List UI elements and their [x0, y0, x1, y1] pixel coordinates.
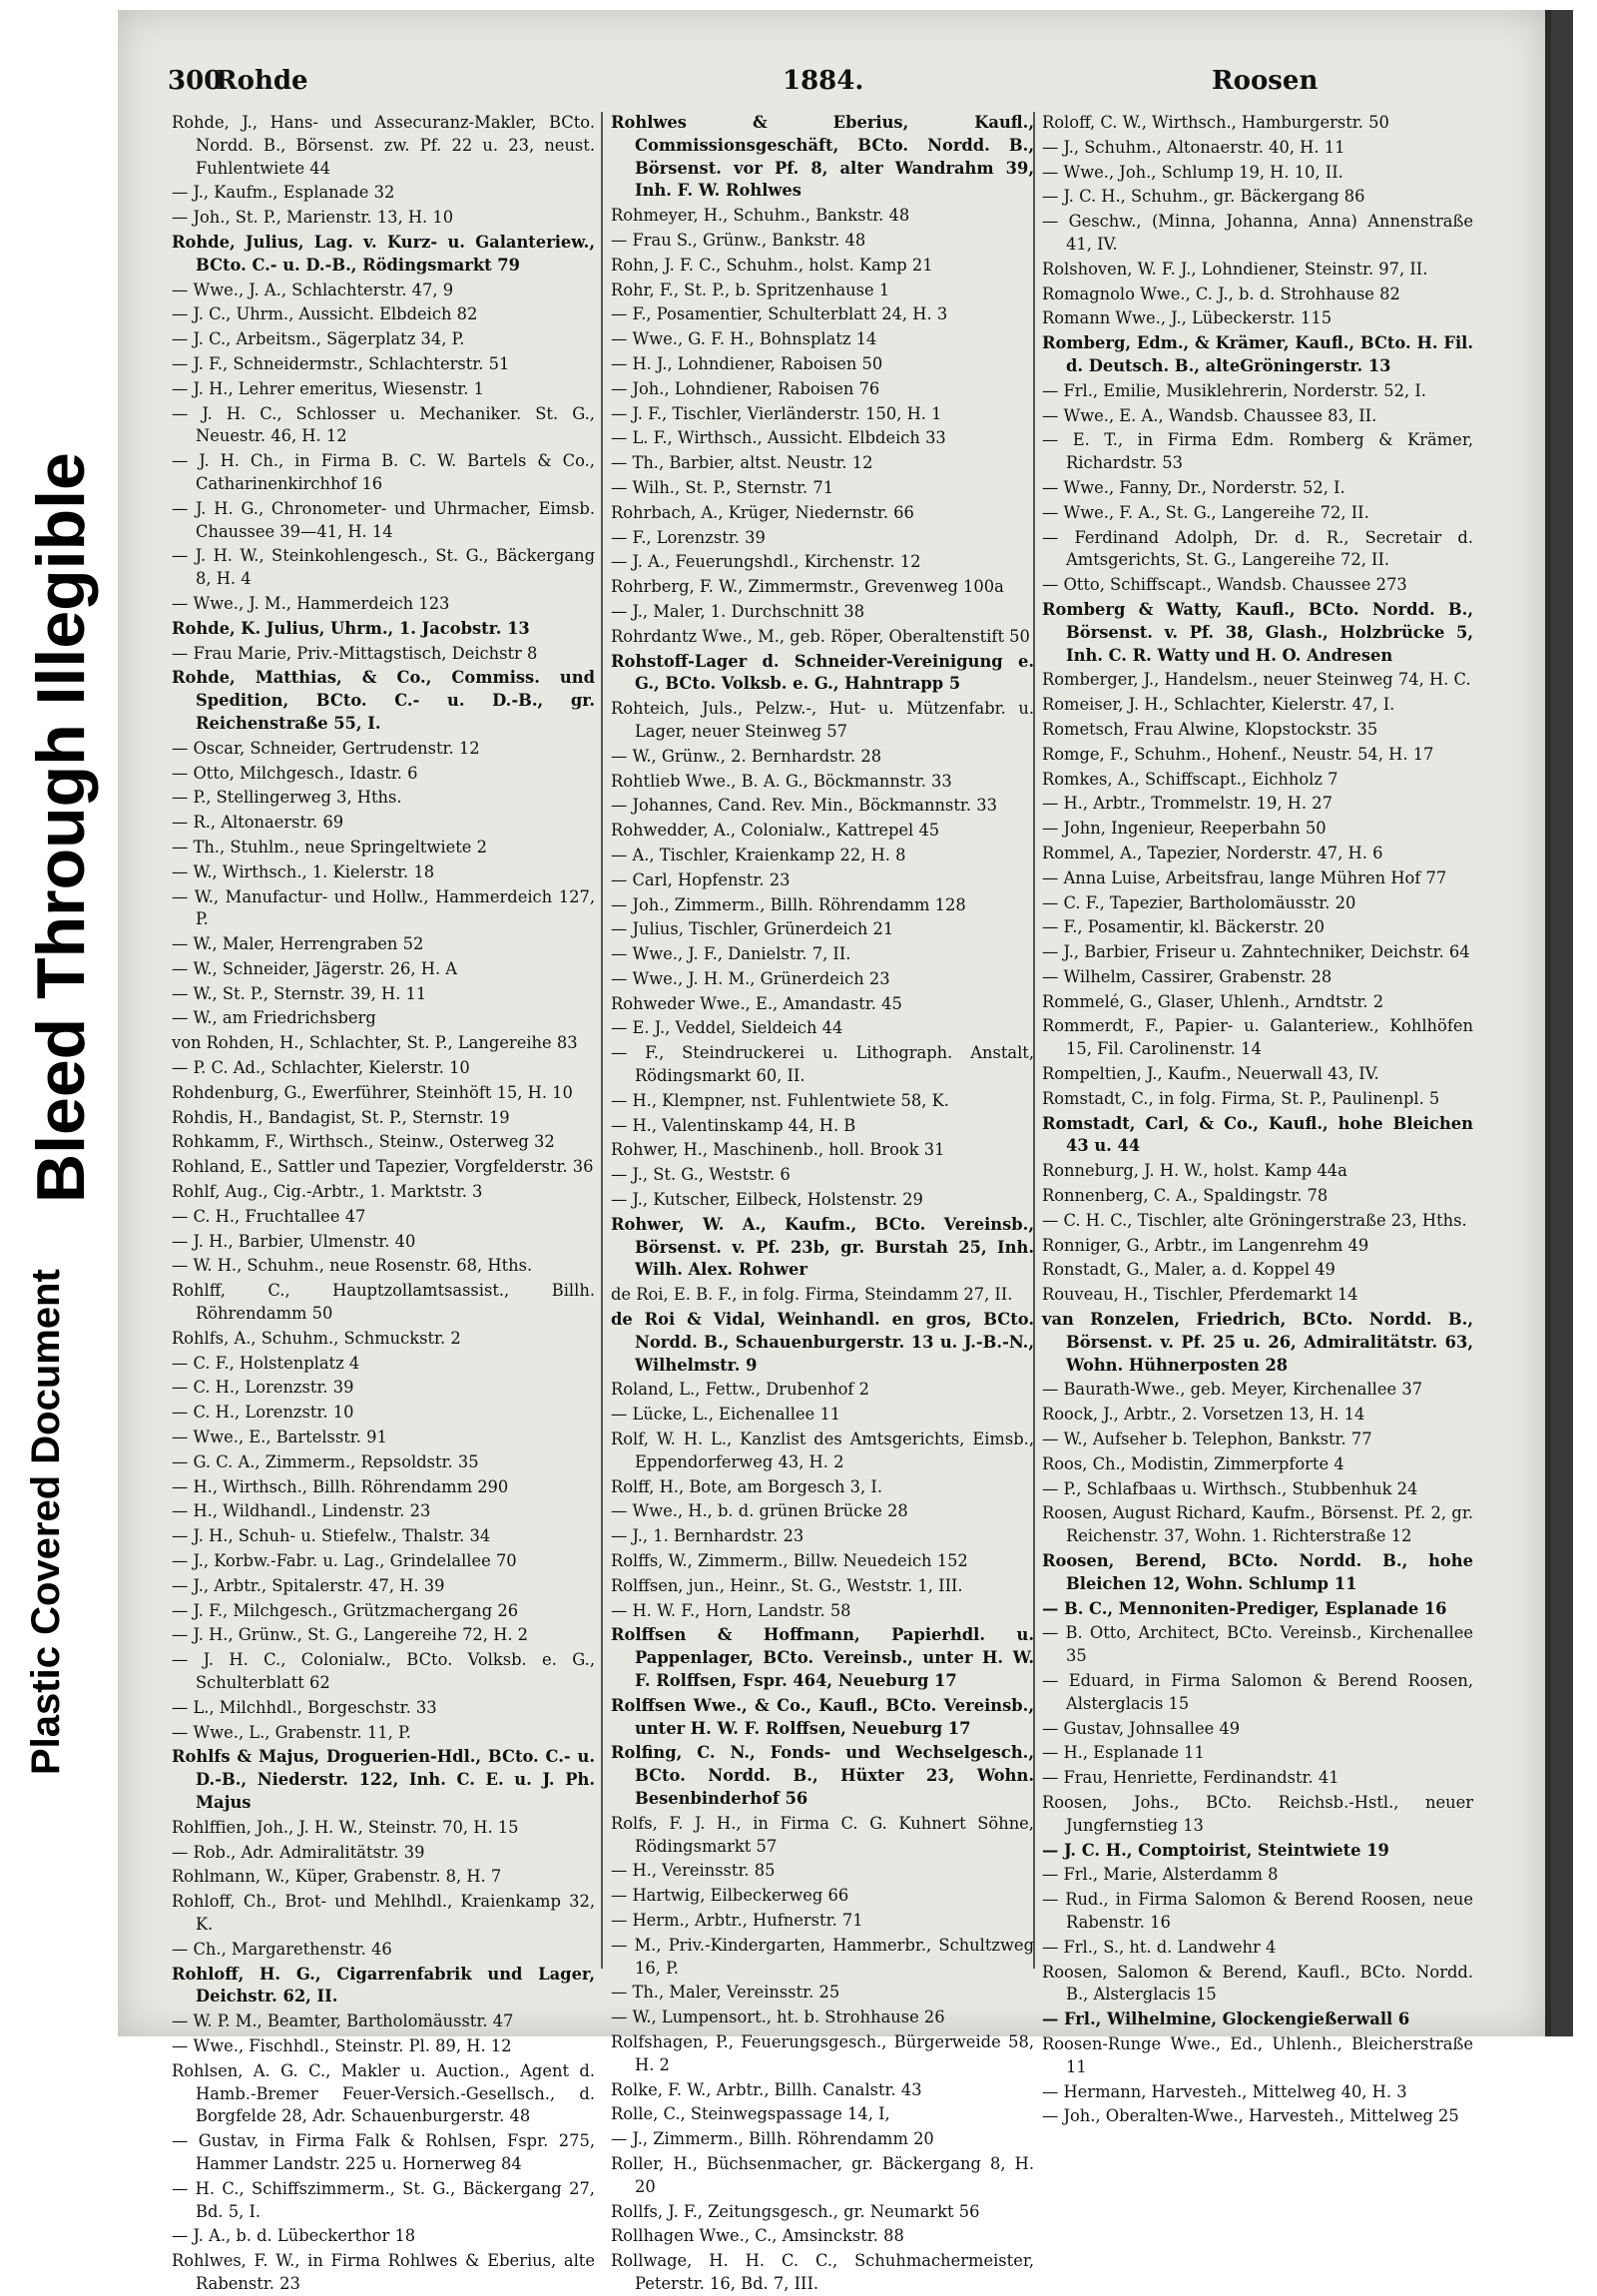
- directory-entry: — Oscar, Schneider, Gertrudenstr. 12: [172, 738, 480, 758]
- page-number: 300: [168, 66, 223, 96]
- directory-entry: — Hartwig, Eilbeckerweg 66: [611, 1886, 849, 1906]
- directory-entry: Romberger, J., Handelsm., neuer Steinweg 74, H. C.: [1042, 670, 1471, 690]
- directory-entry: Rohde, Julius, Lag. v. Kurz- u. Galanteriew., BCto. C.- u. D.-B., Rödingsmarkt 79: [172, 232, 595, 275]
- directory-entry: — W., am Friedrichsberg: [172, 1008, 376, 1028]
- directory-entry: Rohlsen, A. G. C., Makler u. Auction., Agent d. Hamb.-Bremer Feuer-Versich.-Gesellsch., d. Borgfelde 28, Adr. Schauenburgerstr. 48: [172, 2060, 595, 2126]
- directory-entry: Rohr, F., St. P., b. Spritzenhause 1: [611, 280, 890, 299]
- directory-entry: Ronnenberg, C. A., Spaldingstr. 78: [1042, 1186, 1329, 1206]
- directory-entry: Rolffsen & Hoffmann, Papierhdl. u. Pappenlager, BCto. Vereinsb., unter H. W. F. Rolffsen, Fspr. 464, Neueburg 17: [611, 1625, 1034, 1690]
- directory-entry: — Baurath-Wwe., geb. Meyer, Kirchenallee 37: [1042, 1380, 1423, 1400]
- directory-entry: — C. H., Fruchtallee 47: [172, 1206, 366, 1226]
- directory-entry: — Wwe., E. A., Wandsb. Chaussee 83, II.: [1042, 405, 1377, 425]
- directory-entry: — J. F., Milchgesch., Grützmachergang 26: [172, 1600, 519, 1620]
- directory-entry: Rolffsen Wwe., & Co., Kaufl., BCto. Vereinsb., unter H. W. F. Rolffsen, Neueburg 17: [611, 1695, 1034, 1738]
- directory-entry: — Th., Stuhlm., neue Springeltwiete 2: [172, 837, 487, 857]
- directory-entry: — W. H., Schuhm., neue Rosenstr. 68, Hths.: [172, 1256, 533, 1276]
- directory-entry: — Frl., Marie, Alsterdamm 8: [1042, 1865, 1279, 1885]
- directory-entry: — Joh., St. P., Marienstr. 13, H. 10: [172, 208, 454, 228]
- directory-entry: — C. F., Tapezier, Bartholomäusstr. 20: [1042, 892, 1356, 912]
- directory-entry: — Eduard, in Firma Salomon & Berend Roosen, Alsterglacis 15: [1042, 1671, 1473, 1713]
- directory-entry: de Roi & Vidal, Weinhandl. en gros, BCto. Nordd. B., Schauenburgerstr. 13 u. J.-B.-N., Wilhelmstr. 9: [611, 1310, 1034, 1375]
- directory-entry: — J. C. H., Schuhm., gr. Bäckergang 86: [1042, 187, 1365, 207]
- directory-entry: — Th., Barbier, altst. Neustr. 12: [611, 453, 873, 473]
- directory-entry: — J. H., Grünw., St. G., Langereihe 72, H. 2: [172, 1625, 529, 1645]
- directory-entry: Rohlfs, A., Schuhm., Schmuckstr. 2: [172, 1328, 461, 1348]
- directory-entry: — Wwe., J. H. M., Grünerdeich 23: [611, 968, 890, 988]
- directory-entry: de Roi, E. B. F., in folg. Firma, Steindamm 27, II.: [611, 1285, 1013, 1305]
- directory-entry: — Wwe., Fischhdl., Steinstr. Pl. 89, H. 12: [172, 2035, 512, 2055]
- directory-entry: — E. J., Veddel, Sieldeich 44: [611, 1018, 843, 1038]
- directory-entry: — H., Wildhandl., Lindenstr. 23: [172, 1501, 431, 1521]
- directory-entry: — J. H. C., Colonialw., BCto. Volksb. e. G., Schulterblatt 62: [172, 1650, 595, 1692]
- directory-entry: — Gustav, in Firma Falk & Rohlsen, Fspr. 275, Hammer Landstr. 225 u. Hornerweg 84: [172, 2131, 595, 2173]
- plastic-covered-label: Plastic Covered Document: [24, 1269, 68, 1775]
- directory-entry: Rohloff, Ch., Brot- und Mehlhdl., Kraienkamp 32, K.: [172, 1892, 595, 1934]
- directory-entry: Rohlffien, Joh., J. H. W., Steinstr. 70, H. 15: [172, 1817, 519, 1837]
- directory-entry: — Ferdinand Adolph, Dr. d. R., Secretair d. Amtsgerichts, St. G., Langereihe 72, II.: [1042, 527, 1473, 570]
- directory-entry: Romkes, A., Schiffscapt., Eichholz 7: [1042, 769, 1338, 789]
- directory-entry: Roland, L., Fettw., Drubenhof 2: [611, 1380, 869, 1400]
- directory-entry: van Ronzelen, Friedrich, BCto. Nordd. B., Börsenst. v. Pf. 25 u. 26, Admiralitätstr. 63, Wohn. Hühnerposten 28: [1042, 1310, 1473, 1375]
- directory-entry: — C. F., Holstenplatz 4: [172, 1353, 360, 1373]
- directory-entry: — Rud., in Firma Salomon & Berend Roosen, neue Rabenstr. 16: [1042, 1890, 1473, 1932]
- directory-entry: — Gustav, Johnsallee 49: [1042, 1718, 1241, 1738]
- directory-entry: Roosen, Berend, BCto. Nordd. B., hohe Bleichen 12, Wohn. Schlump 11: [1042, 1551, 1473, 1593]
- directory-entry: — Wwe., L., Grabenstr. 11, P.: [172, 1722, 411, 1742]
- directory-entry: Rohtlieb Wwe., B. A. G., Böckmannstr. 33: [611, 771, 952, 791]
- directory-column-1: [172, 112, 595, 2293]
- directory-entry: Romstadt, C., in folg. Firma, St. P., Paulinenpl. 5: [1042, 1088, 1440, 1108]
- directory-entry: — L., Milchhdl., Borgeschstr. 33: [172, 1697, 437, 1717]
- directory-entry: — C. H., Lorenzstr. 39: [172, 1378, 354, 1398]
- directory-entry: — J. F., Schneidermstr., Schlachterstr. 51: [172, 353, 510, 373]
- directory-entry: — F., Posamentir, kl. Bäckerstr. 20: [1042, 917, 1326, 937]
- directory-entry: Rohlff, C., Hauptzollamtsassist., Billh. Röhrendamm 50: [172, 1281, 595, 1324]
- directory-entry: Rohloff, H. G., Cigarrenfabrik und Lager, Deichstr. 62, II.: [172, 1964, 595, 2007]
- directory-entry: — P., Stellingerweg 3, Hths.: [172, 788, 402, 808]
- directory-entry: — Frl., Emilie, Musiklehrerin, Norderstr. 52, I.: [1042, 380, 1426, 400]
- directory-entry: — W., Schneider, Jägerstr. 26, H. A: [172, 958, 458, 978]
- directory-entry: — W., Aufseher b. Telephon, Bankstr. 77: [1042, 1430, 1372, 1449]
- directory-entry: — J., Schuhm., Altonaerstr. 40, H. 11: [1042, 137, 1345, 157]
- directory-entry: — J. H. Ch., in Firma B. C. W. Bartels & Co., Catharinenkirchhof 16: [172, 451, 595, 493]
- directory-entry: Rolke, F. W., Arbtr., Billh. Canalstr. 43: [611, 2079, 922, 2099]
- directory-entry: — Wwe., Fanny, Dr., Norderstr. 52, I.: [1042, 477, 1345, 497]
- directory-entry: Roosen-Runge Wwe., Ed., Uhlenh., Bleicherstraße 11: [1042, 2033, 1473, 2076]
- directory-entry: Romstadt, Carl, & Co., Kaufl., hohe Bleichen 43 u. 44: [1042, 1113, 1473, 1156]
- directory-entry: — Wwe., H., b. d. grünen Brücke 28: [611, 1501, 908, 1521]
- directory-entry: Rommelé, G., Glaser, Uhlenh., Arndtstr. 2: [1042, 991, 1384, 1011]
- directory-entry: von Rohden, H., Schlachter, St. P., Langereihe 83: [172, 1033, 578, 1053]
- directory-entry: Rohlwes, F. W., in Firma Rohlwes & Eberius, alte Rabenstr. 23: [172, 2251, 595, 2293]
- directory-entry: Ronstadt, G., Maler, a. d. Koppel 49: [1042, 1260, 1335, 1280]
- directory-entry: — W., Wirthsch., 1. Kielerstr. 18: [172, 861, 435, 881]
- directory-entry: Rommel, A., Tapezier, Norderstr. 47, H. 6: [1042, 843, 1383, 862]
- directory-entry: Ronniger, G., Arbtr., im Langenrehm 49: [1042, 1235, 1369, 1255]
- directory-entry: — Wwe., E., Bartelsstr. 91: [172, 1428, 387, 1447]
- directory-entry: Rohdis, H., Bandagist, St. P., Sternstr. 19: [172, 1107, 510, 1127]
- directory-entry: — J. C., Uhrm., Aussicht. Elbdeich 82: [172, 304, 478, 324]
- directory-entry: — H. J., Lohndiener, Raboisen 50: [611, 353, 883, 373]
- directory-entry: — W., Maler, Herrengraben 52: [172, 934, 424, 954]
- directory-entry: — W., Manufactur- und Hollw., Hammerdeich 127, P.: [172, 886, 595, 929]
- directory-entry: Rolffs, W., Zimmerm., Billw. Neuedeich 152: [611, 1551, 968, 1571]
- directory-entry: Rohrbach, A., Krüger, Niedernstr. 66: [611, 502, 914, 522]
- directory-entry: — Joh., Lohndiener, Raboisen 76: [611, 378, 880, 398]
- directory-entry: Rolle, C., Steinwegspassage 14, I,: [611, 2104, 890, 2124]
- directory-entry: — Frl., Wilhelmine, Glockengießerwall 6: [1042, 2009, 1410, 2029]
- directory-entry: — H., Valentinskamp 44, H. B: [611, 1115, 856, 1135]
- directory-entry: — A., Tischler, Kraienkamp 22, H. 8: [611, 845, 906, 864]
- directory-entry: — Otto, Schiffscapt., Wandsb. Chaussee 273: [1042, 575, 1407, 595]
- directory-entry: Romeiser, J. H., Schlachter, Kielerstr. 47, I.: [1042, 695, 1395, 715]
- directory-entry: — Frl., S., ht. d. Landwehr 4: [1042, 1937, 1277, 1957]
- directory-entry: Roosen, August Richard, Kaufm., Börsenst. Pf. 2, gr. Reichenstr. 37, Wohn. 1. Richterstraße 12: [1042, 1503, 1473, 1546]
- directory-entry: — Joh., Oberalten-Wwe., Harvesteh., Mittelweg 25: [1042, 2106, 1459, 2126]
- directory-entry: — C. H., Lorenzstr. 10: [172, 1403, 354, 1423]
- directory-entry: — F., Posamentier, Schulterblatt 24, H. 3: [611, 304, 948, 324]
- directory-entry: — J., Korbw.-Fabr. u. Lag., Grindelallee 70: [172, 1551, 517, 1571]
- directory-entry: Rolfs, F. J. H., in Firma C. G. Kuhnert Söhne, Rödingsmarkt 57: [611, 1813, 1034, 1856]
- directory-entry: — J. H., Schuh- u. Stiefelw., Thalstr. 34: [172, 1526, 491, 1546]
- directory-entry: Rouveau, H., Tischler, Pferdemarkt 14: [1042, 1285, 1358, 1305]
- directory-entry: Rohstoff-Lager d. Schneider-Vereinigung e. G., BCto. Volksb. e. G., Hahntrapp 5: [611, 651, 1034, 694]
- directory-entry: — Frau S., Grünw., Bankstr. 48: [611, 230, 866, 250]
- directory-entry: Ronneburg, J. H. W., holst. Kamp 44a: [1042, 1161, 1347, 1181]
- directory-entry: — J. H. W., Steinkohlengesch., St. G., Bäckergang 8, H. 4: [172, 546, 595, 589]
- directory-entry: — Carl, Hopfenstr. 23: [611, 869, 791, 889]
- directory-entry: — J. C., Arbeitsm., Sägerplatz 34, P.: [172, 329, 465, 349]
- directory-entry: — E. T., in Firma Edm. Romberg & Krämer, Richardstr. 53: [1042, 430, 1473, 473]
- directory-entry: — B. C., Mennoniten-Prediger, Esplanade 16: [1042, 1598, 1447, 1618]
- directory-entry: — Herm., Arbtr., Hufnerstr. 71: [611, 1910, 863, 1930]
- directory-entry: Rohn, J. F. C., Schuhm., holst. Kamp 21: [611, 255, 933, 275]
- directory-entry: Rohlfs & Majus, Droguerien-Hdl., BCto. C.- u. D.-B., Niederstr. 122, Inh. C. E. u. J. Ph. Majus: [172, 1747, 595, 1812]
- directory-entry: — Frau, Henriette, Ferdinandstr. 41: [1042, 1768, 1339, 1788]
- directory-column-2: [611, 112, 1034, 2293]
- directory-entry: — J. C. H., Comptoirist, Steintwiete 19: [1042, 1840, 1389, 1860]
- directory-entry: — J. H., Barbier, Ulmenstr. 40: [172, 1231, 416, 1251]
- directory-entry: Rolffsen, jun., Heinr., St. G., Weststr. 1, III.: [611, 1575, 963, 1595]
- directory-entry: — H., Esplanade 11: [1042, 1743, 1205, 1763]
- directory-entry: — Lücke, L., Eichenallee 11: [611, 1405, 841, 1425]
- directory-entry: — Anna Luise, Arbeitsfrau, lange Mühren Hof 77: [1042, 867, 1447, 887]
- directory-entry: — C. H. C., Tischler, alte Gröningerstraße 23, Hths.: [1042, 1210, 1467, 1230]
- directory-entry: Rohde, J., Hans- und Assecuranz-Makler, BCto. Nordd. B., Börsenst. zw. Pf. 22 u. 23, neust. Fuhlentwiete 44: [172, 113, 595, 178]
- column-rule: [601, 112, 603, 1969]
- directory-entry: — Joh., Zimmerm., Billh. Röhrendamm 128: [611, 894, 966, 914]
- directory-entry: — W., Grünw., 2. Bernhardstr. 28: [611, 746, 882, 766]
- directory-entry: Roos, Ch., Modistin, Zimmerpforte 4: [1042, 1453, 1344, 1473]
- directory-entry: Rohwedder, A., Colonialw., Kattrepel 45: [611, 821, 940, 841]
- directory-entry: Rolff, H., Bote, am Borgesch 3, I.: [611, 1476, 883, 1496]
- directory-entry: Roller, H., Büchsenmacher, gr. Bäckergang 8, H. 20: [611, 2153, 1034, 2196]
- directory-entry: Rohmeyer, H., Schuhm., Bankstr. 48: [611, 206, 910, 226]
- directory-entry: Rohweder Wwe., E., Amandastr. 45: [611, 993, 902, 1013]
- directory-entry: — J., Maler, 1. Durchschnitt 38: [611, 601, 865, 621]
- directory-entry: — Th., Maler, Vereinsstr. 25: [611, 1983, 840, 2003]
- directory-entry: — J. H. G., Chronometer- und Uhrmacher, Eimsb. Chaussee 39—41, H. 14: [172, 498, 595, 541]
- directory-entry: — J., Kutscher, Eilbeck, Holstenstr. 29: [611, 1190, 923, 1210]
- directory-entry: — J., 1. Bernhardstr. 23: [611, 1526, 804, 1546]
- side-labels: [0, 0, 120, 2173]
- directory-entry: — Wwe., J. F., Danielstr. 7, II.: [611, 944, 851, 964]
- directory-entry: — W., Lumpensort., ht. b. Strohhause 26: [611, 2008, 945, 2027]
- directory-entry: — Frau Marie, Priv.-Mittagstisch, Deichstr 8: [172, 643, 538, 663]
- directory-entry: Roosen, Salomon & Berend, Kaufl., BCto. Nordd. B., Alsterglacis 15: [1042, 1962, 1473, 2005]
- directory-entry: — H., Arbtr., Trommelstr. 19, H. 27: [1042, 794, 1332, 814]
- directory-entry: — Wwe., G. F. H., Bohnsplatz 14: [611, 329, 877, 349]
- directory-entry: Rohdenburg, G., Ewerführer, Steinhöft 15, H. 10: [172, 1082, 573, 1102]
- directory-entry: Rohlwes & Eberius, Kaufl., Commissionsgeschäft, BCto. Nordd. B., Börsenst. vor Pf. 8, alter Wandrahm 39, Inh. F. W. Rohlwes: [611, 113, 1034, 201]
- directory-entry: Rohkamm, F., Wirthsch., Steinw., Osterweg 32: [172, 1132, 555, 1152]
- directory-entry: — M., Priv.-Kindergarten, Hammerbr., Schultzweg 16, P.: [611, 1935, 1034, 1978]
- directory-entry: — Julius, Tischler, Grünerdeich 21: [611, 919, 894, 939]
- directory-entry: — B. Otto, Architect, BCto. Vereinsb., Kirchenallee 35: [1042, 1623, 1473, 1666]
- directory-entry: Rohteich, Juls., Pelzw.-, Hut- u. Mützenfabr. u. Lager, neuer Steinweg 57: [611, 699, 1034, 741]
- right-running-head: Roosen: [1212, 66, 1319, 96]
- directory-entry: Rohland, E., Sattler und Tapezier, Vorgfelderstr. 36: [172, 1157, 594, 1177]
- directory-entry: — W., St. P., Sternstr. 39, H. 11: [172, 983, 427, 1003]
- directory-entry: Rohlmann, W., Küper, Grabenstr. 8, H. 7: [172, 1867, 502, 1887]
- directory-entry: — Wwe., J. A., Schlachterstr. 47, 9: [172, 280, 454, 299]
- directory-entry: Rohwer, H., Maschinenb., holl. Brook 31: [611, 1140, 945, 1160]
- directory-entry: Rohde, K. Julius, Uhrm., 1. Jacobstr. 13: [172, 618, 530, 638]
- directory-entry: — J. H., Lehrer emeritus, Wiesenstr. 1: [172, 378, 484, 398]
- directory-entry: — L. F., Wirthsch., Aussicht. Elbdeich 33: [611, 428, 946, 448]
- directory-entry: Romberg & Watty, Kaufl., BCto. Nordd. B., Börsenst. v. Pf. 38, Glash., Holzbrücke 5, Inh. C. R. Watty und H. O. Andresen: [1042, 599, 1473, 665]
- directory-entry: Rolshoven, W. F. J., Lohndiener, Steinstr. 97, II.: [1042, 259, 1428, 279]
- directory-entry: Roloff, C. W., Wirthsch., Hamburgerstr. 50: [1042, 113, 1389, 132]
- directory-entry: — H., Vereinsstr. 85: [611, 1861, 776, 1881]
- directory-entry: Rollwage, H. H. C. C., Schuhmachermeister, Peterstr. 16, Bd. 7, III.: [611, 2251, 1034, 2293]
- directory-entry: Rompeltien, J., Kaufm., Neuerwall 43, IV.: [1042, 1064, 1379, 1084]
- directory-entry: Roock, J., Arbtr., 2. Vorsetzen 13, H. 14: [1042, 1405, 1365, 1425]
- directory-entry: — J., Zimmerm., Billh. Röhrendamm 20: [611, 2129, 934, 2149]
- directory-entry: Rohrdantz Wwe., M., geb. Röper, Oberaltenstift 50: [611, 626, 1030, 646]
- directory-entry: — Geschw., (Minna, Johanna, Anna) Annenstraße 41, IV.: [1042, 212, 1473, 254]
- directory-entry: — P. C. Ad., Schlachter, Kielerstr. 10: [172, 1058, 470, 1078]
- directory-entry: — J., Barbier, Friseur u. Zahntechniker, Deichstr. 64: [1042, 942, 1470, 962]
- directory-entry: Romagnolo Wwe., C. J., b. d. Strohhause 82: [1042, 284, 1400, 303]
- directory-entry: — J. H. C., Schlosser u. Mechaniker. St. G., Neuestr. 46, H. 12: [172, 403, 595, 446]
- directory-entry: — H. C., Schiffszimmerm., St. G., Bäckergang 27, Bd. 5, I.: [172, 2178, 595, 2221]
- directory-entry: — Ch., Margarethenstr. 46: [172, 1939, 392, 1959]
- directory-entry: — Hermann, Harvesteh., Mittelweg 40, H. 3: [1042, 2081, 1407, 2101]
- directory-entry: — J., Arbtr., Spitalerstr. 47, H. 39: [172, 1575, 445, 1595]
- directory-entry: Rollhagen Wwe., C., Amsinckstr. 88: [611, 2226, 904, 2246]
- directory-entry: — R., Altonaerstr. 69: [172, 813, 344, 833]
- page-header: [168, 66, 1525, 116]
- directory-entry: Rolfing, C. N., Fonds- und Wechselgesch., BCto. Nordd. B., Hüxter 23, Wohn. Besenbinderhof 56: [611, 1743, 1034, 1808]
- directory-entry: — J., Kaufm., Esplanade 32: [172, 183, 395, 203]
- directory-entry: — Johannes, Cand. Rev. Min., Böckmannstr. 33: [611, 796, 997, 816]
- directory-entry: Rommerdt, F., Papier- u. Galanteriew., Kohlhöfen 15, Fil. Carolinenstr. 14: [1042, 1016, 1473, 1059]
- directory-entry: — P., Schlafbaas u. Wirthsch., Stubbenhuk 24: [1042, 1478, 1418, 1498]
- directory-entry: Rohde, Matthias, & Co., Commiss. und Spedition, BCto. C.- u. D.-B., gr. Reichenstraße 55, I.: [172, 668, 595, 733]
- bleed-through-label: Bleed Through Illegible: [23, 452, 99, 1203]
- directory-entry: Rollfs, J. F., Zeitungsgesch., gr. Neumarkt 56: [611, 2201, 980, 2221]
- directory-column-3: [1042, 112, 1473, 2126]
- directory-entry: — G. C. A., Zimmerm., Repsoldstr. 35: [172, 1451, 479, 1471]
- directory-entry: — J. A., b. d. Lübeckerthor 18: [172, 2226, 416, 2246]
- directory-entry: — J., St. G., Weststr. 6: [611, 1165, 791, 1185]
- directory-entry: — H. W. F., Horn, Landstr. 58: [611, 1600, 851, 1620]
- directory-entry: — H., Wirthsch., Billh. Röhrendamm 290: [172, 1476, 509, 1496]
- directory-entry: — Wwe., J. M., Hammerdeich 123: [172, 593, 450, 613]
- directory-entry: — Wilhelm, Cassirer, Grabenstr. 28: [1042, 966, 1332, 986]
- directory-entry: Rometsch, Frau Alwine, Klopstockstr. 35: [1042, 719, 1378, 739]
- directory-entry: Romge, F., Schuhm., Hohenf., Neustr. 54, H. 17: [1042, 744, 1434, 764]
- directory-entry: Roosen, Johs., BCto. Reichsb.-Hstl., neuer Jungfernstieg 13: [1042, 1792, 1473, 1835]
- directory-entry: — F., Steindruckerei u. Lithograph. Anstalt, Rödingsmarkt 60, II.: [611, 1043, 1034, 1086]
- directory-entry: Rohlf, Aug., Cig.-Arbtr., 1. Marktstr. 3: [172, 1182, 483, 1202]
- directory-entry: — J. A., Feuerungshdl., Kirchenstr. 12: [611, 552, 921, 572]
- directory-entry: — H., Klempner, nst. Fuhlentwiete 58, K.: [611, 1090, 949, 1110]
- directory-entry: Romann Wwe., J., Lübeckerstr. 115: [1042, 308, 1332, 328]
- directory-entry: — Wwe., Joh., Schlump 19, H. 10, II.: [1042, 162, 1343, 182]
- directory-entry: — John, Ingenieur, Reeperbahn 50: [1042, 819, 1327, 839]
- directory-entry: — Otto, Milchgesch., Idastr. 6: [172, 763, 418, 783]
- directory-entry: Rolfshagen, P., Feuerungsgesch., Bürgerweide 58, H. 2: [611, 2031, 1034, 2074]
- left-running-head: Rohde: [216, 66, 308, 96]
- directory-entry: — Wwe., F. A., St. G., Langereihe 72, II.: [1042, 502, 1369, 522]
- directory-entry: Romberg, Edm., & Krämer, Kaufl., BCto. H. Fil. d. Deutsch. B., alteGröningerstr. 13: [1042, 333, 1473, 375]
- directory-entry: — Rob., Adr. Admiralitätstr. 39: [172, 1842, 425, 1862]
- directory-entry: — W. P. M., Beamter, Bartholomäusstr. 47: [172, 2011, 514, 2031]
- year-heading: 1884.: [783, 66, 864, 96]
- directory-entry: — Wilh., St. P., Sternstr. 71: [611, 477, 834, 497]
- directory-entry: — F., Lorenzstr. 39: [611, 527, 766, 547]
- directory-entry: Rolf, W. H. L., Kanzlist des Amtsgerichts, Eimsb., Eppendorferweg 43, H. 2: [611, 1430, 1034, 1471]
- directory-entry: — J. F., Tischler, Vierländerstr. 150, H. 1: [611, 403, 942, 423]
- directory-entry: Rohwer, W. A., Kaufm., BCto. Vereinsb., Börsenst. v. Pf. 23b, gr. Burstah 25, Inh. Wilh. Alex. Rohwer: [611, 1214, 1034, 1280]
- directory-entry: Rohrberg, F. W., Zimmermstr., Grevenweg 100a: [611, 577, 1004, 597]
